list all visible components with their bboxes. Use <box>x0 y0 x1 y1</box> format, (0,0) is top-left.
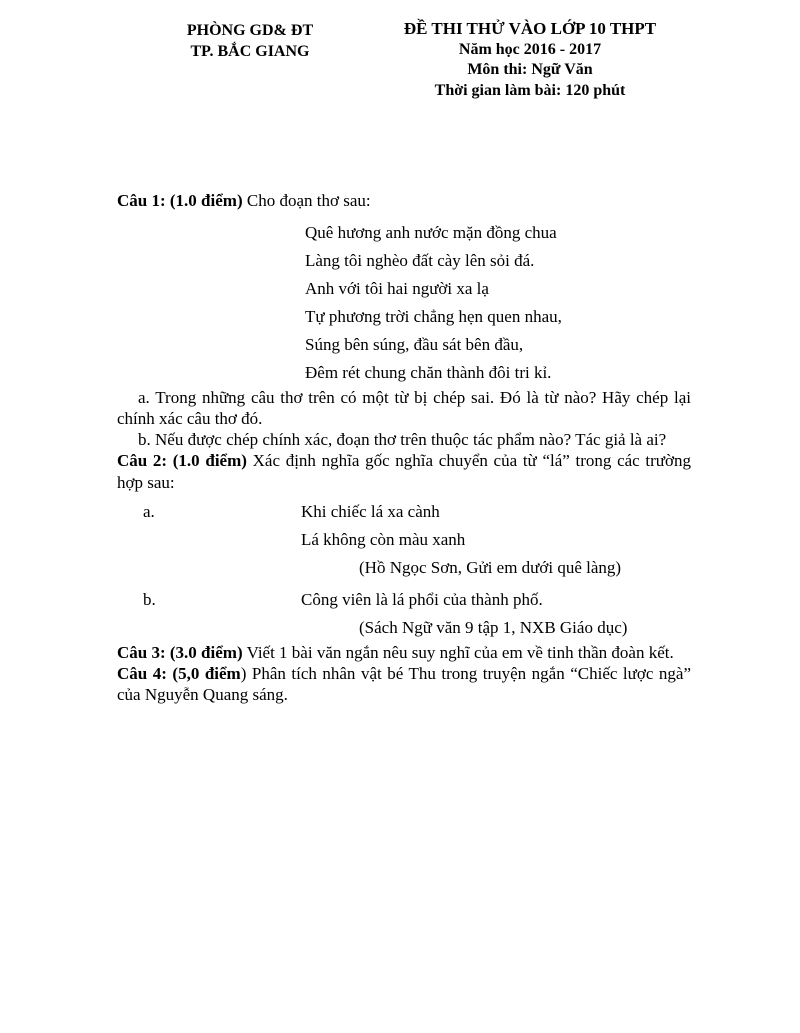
question-4-text: ) Phân tích nhân vật bé Thu trong truyện ngắn “Chiếc lược ngà” của Nguyễn Quang sáng. <box>117 664 691 704</box>
item-b-source: (Sách Ngữ văn 9 tập 1, NXB Giáo dục) <box>359 618 628 637</box>
exam-duration: Thời gian làm bài: 120 phút <box>434 81 626 99</box>
issuing-department-block <box>158 20 342 62</box>
question-2-item-a <box>117 498 691 554</box>
question-4-heading <box>117 663 691 705</box>
poem-line-3: Anh với tôi hai người xa lạ <box>305 279 489 298</box>
poem-line-4: Tự phương trời chẳng hẹn quen nhau, <box>305 307 562 326</box>
poem-line-1: Quê hương anh nước mặn đồng chua <box>305 223 557 242</box>
question-2-label: Câu 2: (1.0 điểm) <box>117 451 247 470</box>
question-3-heading <box>117 642 691 663</box>
question-1-intro: Cho đoạn thơ sau: <box>246 191 371 210</box>
question-1-part-a: a. Trong những câu thơ trên có một từ bị chép sai. Đó là từ nào? Hãy chép lại chính xác câu thơ đó. <box>117 388 691 428</box>
item-a-line-2: Lá không còn màu xanh <box>301 530 466 549</box>
item-b-lines <box>301 586 691 614</box>
item-b-line-1: Công viên là lá phổi của thành phố. <box>301 590 543 609</box>
poem-line-6: Đêm rét chung chăn thành đôi tri kỉ. <box>305 363 552 382</box>
question-3-text: Viết 1 bài văn ngắn nêu suy nghĩ của em về tinh thần đoàn kết. <box>246 643 674 662</box>
question-2-intro: Xác định nghĩa gốc nghĩa chuyển của từ “lá” trong các trường hợp sau: <box>117 451 692 492</box>
question-1-heading <box>117 190 691 211</box>
question-3-label: Câu 3: (3.0 điểm) <box>117 643 243 662</box>
question-1-label: Câu 1: (1.0 điểm) <box>117 191 243 210</box>
item-a-marker: a. <box>143 502 155 521</box>
department-name: PHÒNG GD& ĐT <box>186 22 314 39</box>
question-4-label: Câu 4: (5,0 điểm <box>117 664 241 683</box>
quoted-poem <box>305 219 691 387</box>
question-1-part-b: b. Nếu được chép chính xác, đoạn thơ trên thuộc tác phẩm nào? Tác giả là ai? <box>138 430 667 449</box>
exam-title: ĐỀ THI THỬ VÀO LỚP 10 THPT <box>403 19 657 38</box>
poem-line-5: Súng bên súng, đầu sát bên đầu, <box>305 335 524 354</box>
question-2-heading <box>117 450 691 494</box>
item-a-line-1: Khi chiếc lá xa cành <box>301 502 440 521</box>
exam-subject: Môn thi: Ngữ Văn <box>467 61 593 78</box>
question-2-item-b <box>117 586 691 614</box>
item-a-source: (Hồ Ngọc Sơn, Gửi em dưới quê làng) <box>359 558 622 577</box>
exam-content <box>117 190 691 705</box>
item-b-marker: b. <box>143 590 156 609</box>
exam-title-block <box>350 19 710 101</box>
school-year: Năm học 2016 - 2017 <box>458 40 602 58</box>
poem-line-2: Làng tôi nghèo đất cày lên sỏi đá. <box>305 251 535 270</box>
department-city: TP. BẮC GIANG <box>190 43 310 60</box>
item-a-lines <box>301 498 691 554</box>
